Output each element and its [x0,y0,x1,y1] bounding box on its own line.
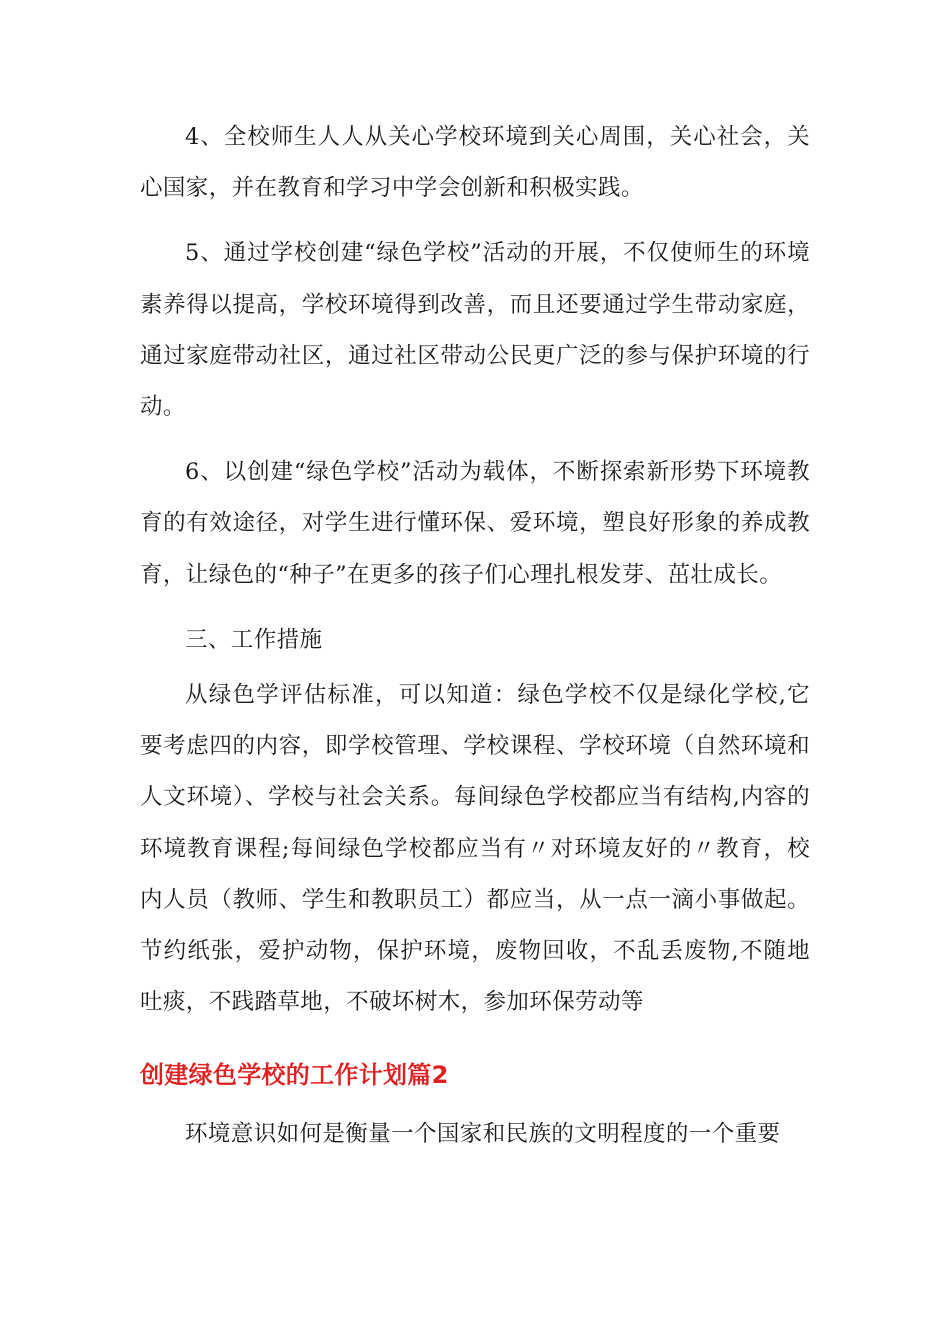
paragraph-goal-4: 4、全校师生人人从关心学校环境到关心周围，关心社会，关心国家，并在教育和学习中学会创新和积极实践。 [140,124,810,202]
paragraph-intro-2: 环境意识如何是衡量一个国家和民族的文明程度的一个重要 [185,1121,781,1148]
section-title-measures: 三、工作措施 [185,626,323,653]
section-heading: 创建绿色学校的工作计划篇2 [140,1061,449,1090]
paragraph-goal-5: 5、通过学校创建“绿色学校”活动的开展，不仅使师生的环境素养得以提高，学校环境得到改善，而且还要通过学生带动家庭，通过家庭带动社区，通过社区带动公民更广泛的参与保护环境的行动。 [140,240,810,421]
paragraph-goal-6: 6、以创建“绿色学校”活动为载体，不断探索新形势下环境教育的有效途径，对学生进行懂环保、爱环境，塑良好形象的养成教育，让绿色的“种子”在更多的孩子们心理扎根发芽、茁壮成长。 [140,459,810,588]
document-page [140,112,810,1161]
paragraph-measures: 从绿色学评估标准，可以知道：绿色学校不仅是绿化学校,它要考虑四的内容，即学校管理、学校课程、学校环境（自然环境和人文环境）、学校与社会关系。每间绿色学校都应当有结构,内容的环境教育课程;每间绿色学校都应当有〃对环境友好的〃教育，校内人员（教师、学生和教职员工）都应当，从一点一滴小事做起。节约纸张，爱护动物，保护环境，废物回收，不乱丢废物,不随地吐痰，不践踏草地，不破坏树木，参加环保劳动等 [140,682,810,1016]
